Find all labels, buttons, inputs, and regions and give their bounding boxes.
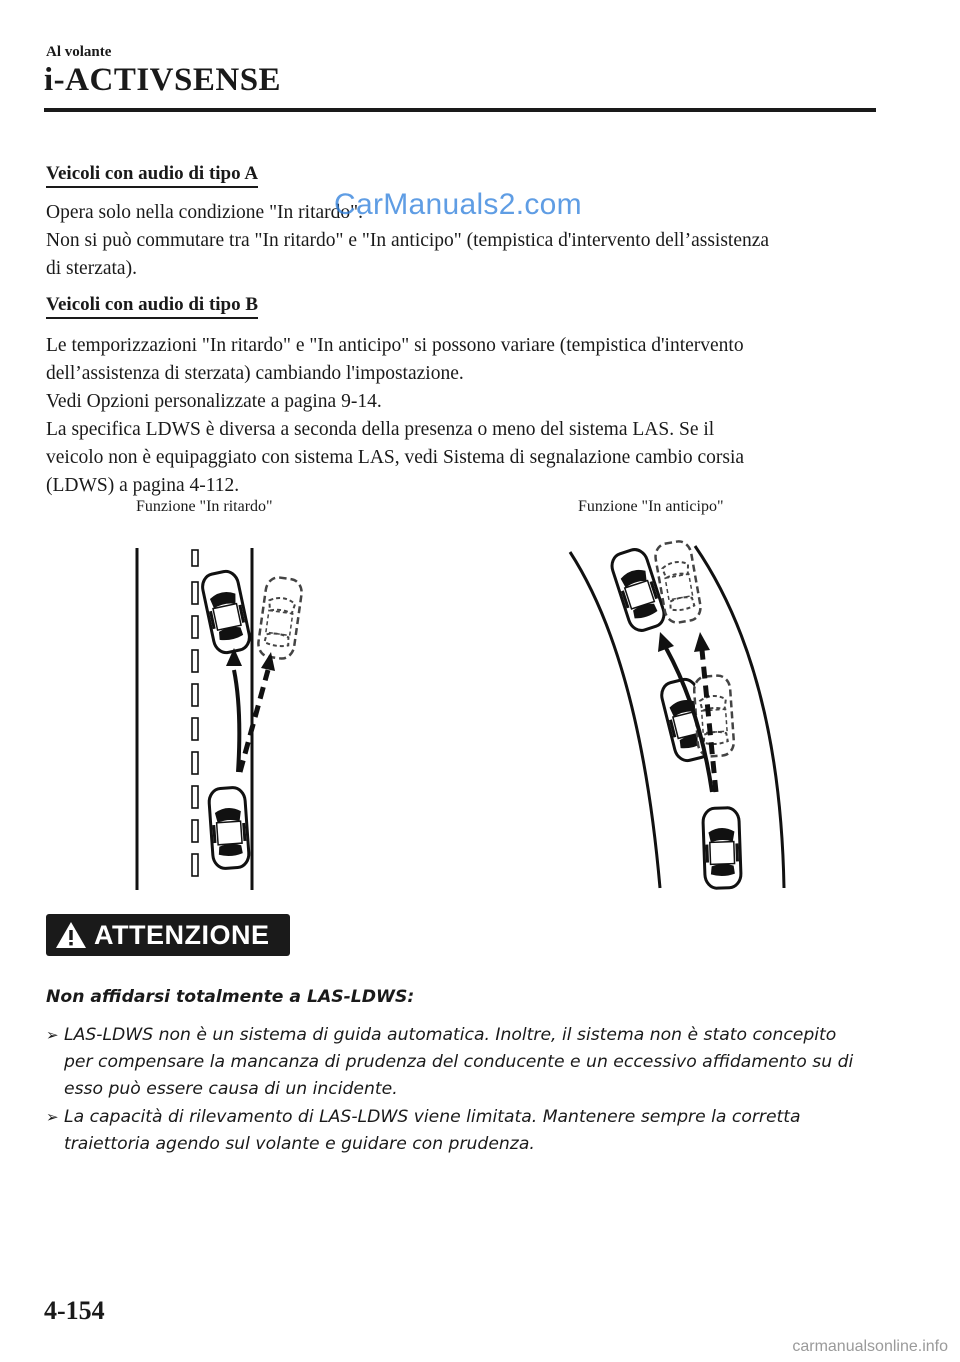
caption-late: Funzione "In ritardo" [136, 498, 273, 515]
type-b-text [46, 332, 896, 500]
caution-bullet-line: La capacità di rilevamento di LAS-LDWS viene limitata. Mantenere sempre la corretta [64, 1107, 801, 1127]
lane-assist-diagram [0, 520, 960, 900]
caution-bullet-line: per compensare la mancanza di prudenza del conducente e un eccessivo affidamento su di [64, 1052, 854, 1072]
car-start-icon [208, 787, 249, 869]
car-mid-ghost-icon [693, 675, 734, 757]
center-lane-markings [192, 550, 198, 876]
late-diagram [137, 548, 303, 890]
caution-label: ATTENZIONE [94, 919, 270, 950]
type-b-line: dell’assistenza di sterzata) cambiando l'impostazione. [46, 363, 464, 384]
watermark-logo: CarManuals2.com [334, 188, 582, 221]
early-diagram [570, 539, 784, 888]
warning-triangle-icon [54, 920, 88, 950]
type-a-line: di sterzata). [46, 258, 137, 279]
type-b-line: Le temporizzazioni "In ritardo" e "In anticipo" si possono variare (tempistica d'intervento [46, 335, 744, 356]
footer-watermark: carmanualsonline.info [792, 1338, 948, 1355]
page-number: 4-154 [44, 1296, 105, 1325]
type-b-line: (LDWS) a pagina 4-112. [46, 475, 240, 496]
car-drift-ghost-icon [257, 576, 304, 660]
caption-early: Funzione "In anticipo" [578, 498, 724, 515]
caution-bullet [46, 1104, 906, 1158]
header-rule [44, 108, 876, 112]
arrow-bullet-icon: ➢ [46, 1108, 59, 1126]
caution-bullet-line: traiettoria agendo sul volante e guidare con prudenza. [64, 1134, 535, 1154]
type-a-heading: Veicoli con audio di tipo A [46, 163, 258, 188]
chapter-title: Al volante [46, 44, 112, 60]
type-a-line: Opera solo nella condizione "In ritardo". [46, 202, 363, 223]
type-b-heading: Veicoli con audio di tipo B [46, 294, 258, 319]
car-corrected-icon [200, 569, 252, 655]
caution-banner [46, 914, 290, 956]
type-b-line: veicolo non è equipaggiato con sistema LAS, vedi Sistema di segnalazione cambio corsia [46, 447, 745, 468]
caution-bullet [46, 1022, 906, 1103]
caution-bullet-line: LAS-LDWS non è un sistema di guida automatica. Inoltre, il sistema non è stato concepito [64, 1025, 837, 1045]
type-b-line: La specifica LDWS è diversa a seconda della presenza o meno del sistema LAS. Se il [46, 419, 715, 440]
car-start-icon [703, 807, 742, 888]
type-b-line: Vedi Opzioni personalizzate a pagina 9-14. [46, 391, 382, 412]
type-a-line: Non si può commutare tra "In ritardo" e "In anticipo" (tempistica d'intervento dell’assistenza [46, 230, 770, 251]
section-title: i-ACTIVSENSE [44, 62, 282, 98]
caution-title: Non affidarsi totalmente a LAS-LDWS: [46, 987, 415, 1007]
caution-bullet-line: esso può essere causa di un incidente. [64, 1079, 398, 1099]
arrow-bullet-icon: ➢ [46, 1026, 59, 1044]
